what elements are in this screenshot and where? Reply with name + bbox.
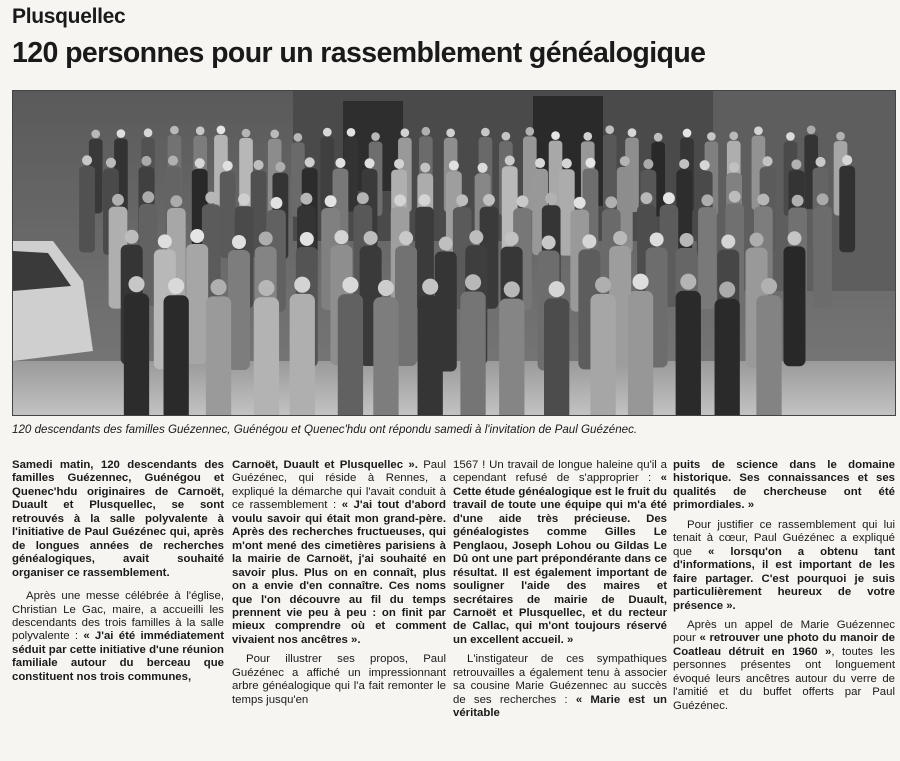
article-column-2 bbox=[232, 459, 446, 759]
group-photo-icon bbox=[13, 91, 896, 416]
headline: 120 personnes pour un rassemblement généalogique bbox=[12, 37, 706, 69]
paragraph: Carnoët, Duault et Plusquellec ». Paul Guézénec, qui réside à Rennes, a expliqué la démarche qui l'avait conduit à ce rassemblement : « J'ai tout d'abord voulu savoir qui était mon grand-père. Après des recherches fructueuses, qui m'ont mené des cimetières parisiens à la mairie de Carnoët, j'ai souhaité en savoir plus. Plus on en connaît, plus on a envie d'en connaître. Ces noms que l'on découvre au fil du temps prennent vie peu à peu : on finit par mieux comprendre où et comment vivaient nos ancêtres ». bbox=[232, 459, 446, 646]
section-rubric: Plusquellec bbox=[12, 5, 126, 28]
paragraph: Après une messe célébrée à l'église, Christian Le Gac, maire, a accueilli les descendants des trois familles à la salle polyvalente : « J'ai été immédiatement séduit par cette initiative d'une réunion familiale autour du berceau que constituent nos trois communes, bbox=[12, 590, 224, 683]
article-column-1 bbox=[12, 459, 224, 759]
article-column-3 bbox=[453, 459, 667, 759]
paragraph: 1567 ! Un travail de longue haleine qu'il a cependant refusé de s'approprier : « Cette étude généalogique est le fruit du travail de toute une équipe qui m'a été d'une aide très précieuse. Des généalogistes comme Gilles Le Penglaou, Joseph Lohou ou Gildas Le Dû ont une part prépondérante dans ce résultat. Il est également important de souligner l'aide des maires et secrétaires de mairie de Duault, Carnoët et Plusquellec, et du recteur de Callac, qui m'ont toujours réservé un excellent accueil. » bbox=[453, 459, 667, 646]
paragraph: Pour illustrer ses propos, Paul Guézénec a affiché un impressionnant arbre généalogique qui l'a fait remonter le temps jusqu'en bbox=[232, 653, 446, 706]
paragraph: Pour justifier ce rassemblement qui lui tenait à cœur, Paul Guézénec a expliqué que « lorsqu'on a obtenu tant d'informations, il est important de les faire partager. C'est pourquoi je suis particulièrement heureux de votre présence ». bbox=[673, 518, 895, 612]
article-column-4 bbox=[673, 459, 895, 759]
photo-caption: 120 descendants des familles Guézennec, Guénégou et Quenec'hdu ont répondu samedi à l'invitation de Paul Guézénec. bbox=[12, 423, 638, 436]
paragraph: puits de science dans le domaine historique. Ses connaissances et ses qualités de chercheuse ont été primordiales. » bbox=[673, 459, 895, 512]
lead-paragraph: Samedi matin, 120 descendants des familles Guézennec, Guénégou et Quenec'hdu originaires de Carnoët, Duault et Plusquellec, se sont retrouvés à la salle polyvalente à l'initiative de Paul Guézénec qui, après de longues années de recherches généalogiques, avait souhaité organiser ce rassemblement. bbox=[12, 459, 224, 579]
paragraph: Après un appel de Marie Guézennec pour « retrouver une photo du manoir de Coatleau détruit en 1960 », toutes les personnes présentes ont longuement évoqué leurs ancêtres autour du verre de l'amitié et du buffet offerts par Paul Guézénec. bbox=[673, 618, 895, 712]
group-photo bbox=[12, 90, 896, 416]
paragraph: L'instigateur de ces sympathiques retrouvailles a également tenu à associer sa cousine Marie Guézennec au succès de ses recherches : « Marie est un véritable bbox=[453, 653, 667, 720]
